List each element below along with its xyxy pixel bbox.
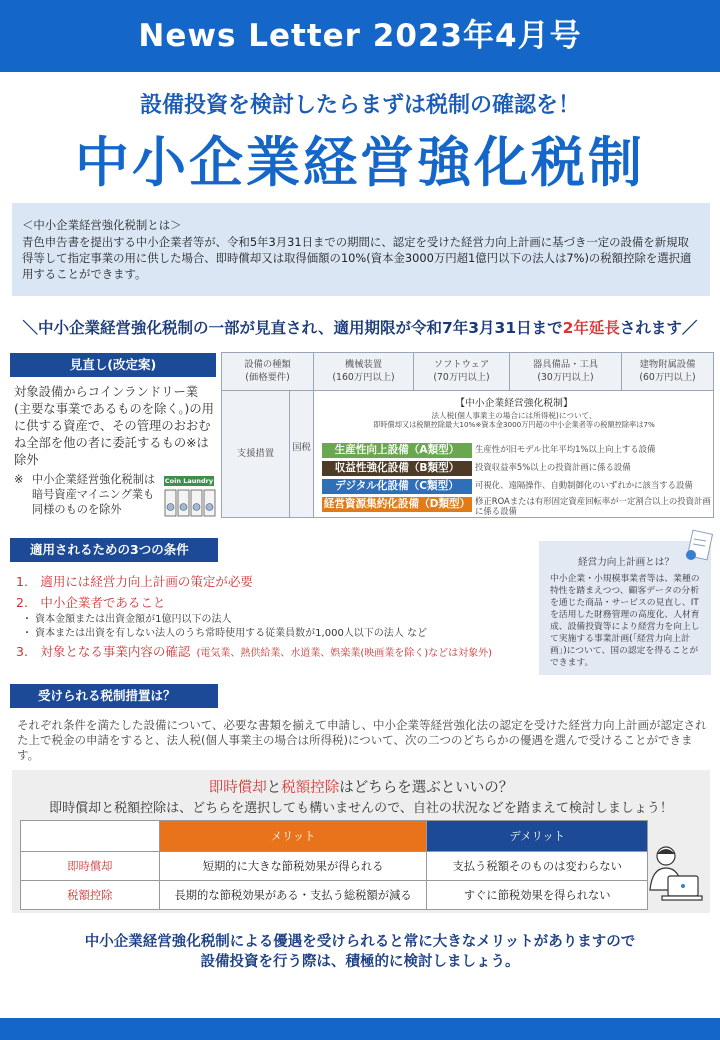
condition-2-sub-2: ・ 資本または出資を有しない法人のうち常時使用する従業員数が1,000人以下の法人 など (22, 628, 427, 639)
condition-1: 1. 適用には経営力向上計画の策定が必要 (16, 574, 253, 589)
condition-2: 2. 中小企業者であること (16, 595, 166, 610)
review-label: 見直し(改定案) (10, 353, 216, 377)
conditions-label: 適用されるための3つの条件 (10, 538, 218, 562)
main-title: 中小企業経営強化税制 (75, 131, 645, 194)
type-b-label: 収益性強化設備（B類型） (322, 461, 472, 476)
q-credit: 税額控除 (281, 780, 340, 796)
type-c-desc: 可視化、遠隔操作、自動制御化のいずれかに該当する設備 (475, 480, 693, 490)
type-a-desc: 生産性が旧モデル比年平均1%以上向上する設備 (475, 444, 656, 454)
demerit-cell: 支払う税額そのものは変わらない (427, 852, 648, 881)
row-label: 即時償却 (21, 852, 160, 881)
row-label: 税額控除 (21, 881, 160, 910)
comparison-table (20, 820, 648, 910)
plan-title: 経営力向上計画とは？ (578, 557, 674, 568)
support-measure-label: 支援措置 (222, 391, 290, 517)
demerit-cell: すぐに節税効果を得られない (427, 881, 648, 910)
closing-line-1: 中小企業経営強化税制による優遇を受けられると常に大きなメリットがありますので (84, 934, 636, 950)
coin-laundry-icon (162, 476, 216, 518)
review-note (14, 472, 164, 517)
header-line: ソフトウェア (433, 359, 490, 370)
table-header-tools (510, 353, 622, 391)
washing-machines-icon (162, 488, 216, 520)
box-line1: 法人税(個人事業主の場合には所得税)について、 (431, 411, 597, 420)
intro-box (12, 203, 710, 296)
header-line: 器具備品・工具 (532, 359, 599, 370)
note-text: 中小企業経営強化税制は暗号資産マイニング業も同様のものを除外 (32, 473, 156, 516)
header-line: (160万円以上) (332, 372, 395, 383)
footer-bar (0, 1018, 720, 1040)
table-row (21, 881, 648, 910)
type-b-desc: 投資収益率5%以上の投資計画に係る設備 (475, 462, 631, 472)
q-immediate: 即時償却 (208, 780, 267, 796)
header-line: 建物附属設備 (639, 359, 696, 370)
measures-text: それぞれ条件を満たした設備について、必要な書類を揃えて申請し、中小企業等経営強化法の認定を受けた経営力向上計画が認定された上で税金の申請をすると、法人税(個人事業主の場合は所得税)について、次の二つのどちらかの優遇を選んで受けることができます。 (17, 718, 707, 762)
revision-announcement (0, 316, 720, 338)
box-title: 【中小企業経営強化税制】 (455, 398, 573, 409)
type-a-label: 生産性向上設備（A類型） (322, 443, 472, 458)
plan-body: 中小企業・小規模事業者等は、業種の特性を踏まえつつ、顧客データの分析を通じた商品・サービスの見直し、ITを活用した財務管理の高度化、人材育成、設備投資等により経営力を向上して実施する事業計画(「経営力向上計画」)について、国の認定を得ることができます。 (550, 574, 700, 668)
closing-line-2: 設備投資を行う際は、積極的に検討しましょう。 (200, 954, 520, 970)
measures-label: 受けられる税制措置は？ (10, 684, 218, 708)
merit-cell: 長期的な節税効果がある・支払う総税額が減る (159, 881, 427, 910)
person-laptop-icon (642, 842, 704, 908)
table-header-software (414, 353, 510, 391)
merit-cell: 短期的に大きな節税効果が得られる (159, 852, 427, 881)
newsletter-header: News Letter 2023年4月号 (0, 0, 720, 72)
coin-laundry-label: Coin Laundry (164, 477, 214, 485)
table-header-type (222, 353, 314, 391)
header-line: (60万円以上) (639, 372, 696, 383)
condition-3-note: (電気業、熱供給業、水道業、娯楽業(映画業を除く)などは対象外) (196, 648, 493, 659)
national-tax-label: 国税 (290, 391, 314, 517)
type-d-label: 経営資源集約化設備（D類型） (323, 498, 471, 510)
table-row (21, 852, 648, 881)
document-icon (682, 528, 718, 568)
header-line: (価格要件) (245, 372, 290, 383)
table-header-machine (314, 353, 414, 391)
demerit-header: デメリット (427, 821, 648, 852)
header-line: (30万円以上) (537, 372, 594, 383)
merit-header: メリット (159, 821, 427, 852)
type-c-label: デジタル化設備（C類型） (322, 479, 472, 494)
q-and: と (266, 780, 282, 796)
closing-message (0, 932, 720, 972)
type-d-desc: 修正ROAまたは有形固定資産回転率が一定割合以上の投資計画に係る設備 (475, 496, 711, 516)
q-end: はどちらを選ぶといいの？ (339, 780, 514, 796)
revision-prefix: ＼中小企業経営強化税制の一部が見直され、適用期限が令和7年3月31日まで (22, 319, 563, 337)
comparison-question (12, 776, 710, 797)
header-line: 設備の種類 (244, 359, 291, 370)
revision-suffix: されます／ (619, 319, 698, 337)
note-mark: ※ (14, 473, 24, 486)
table-corner (21, 821, 160, 852)
subtitle: 設備投資を検討したらまずは税制の確認を！ (139, 93, 580, 118)
box-line2: 即時償却又は税額控除最大10%※資本金3000万円超の中小企業者等の税額控除率は7% (373, 420, 655, 429)
header-line: 機械装置 (344, 359, 383, 370)
review-text: 対象設備からコインランドリー業(主要な事業であるものを除く。)の用に供する資産で、その管理のおおむね全部を他の者に委託するもの※は除外 (14, 385, 214, 467)
tax-support-table (221, 352, 714, 518)
header-line: (70万円以上) (433, 372, 490, 383)
intro-body: 青色申告書を提出する中小企業者等が、令和5年3月31日までの期間に、認定を受けた経営力向上計画に基づき一定の設備を新規取得等して指定事業の用に供した場合、即時償却又は取得価額の10%(資本金3000万円超1億円以下の法人は7%)の税額控除を選択適用することができます。 (22, 235, 692, 281)
condition-3 (16, 642, 536, 660)
table-header-building (622, 353, 713, 391)
condition-3-text: 3. 対象となる事業内容の確認 (16, 644, 191, 659)
revision-highlight: 2年延長 (562, 319, 620, 337)
comparison-box (12, 770, 710, 913)
intro-heading: ＜中小企業経営強化税制とは＞ (22, 218, 182, 232)
comparison-lead: 即時償却と税額控除は、どちらを選択しても構いませんので、自社の状況などを踏まえて検討しましょう！ (49, 801, 673, 816)
condition-2-sub-1: ・ 資本金額または出資金額が1億円以下の法人 (22, 614, 232, 625)
